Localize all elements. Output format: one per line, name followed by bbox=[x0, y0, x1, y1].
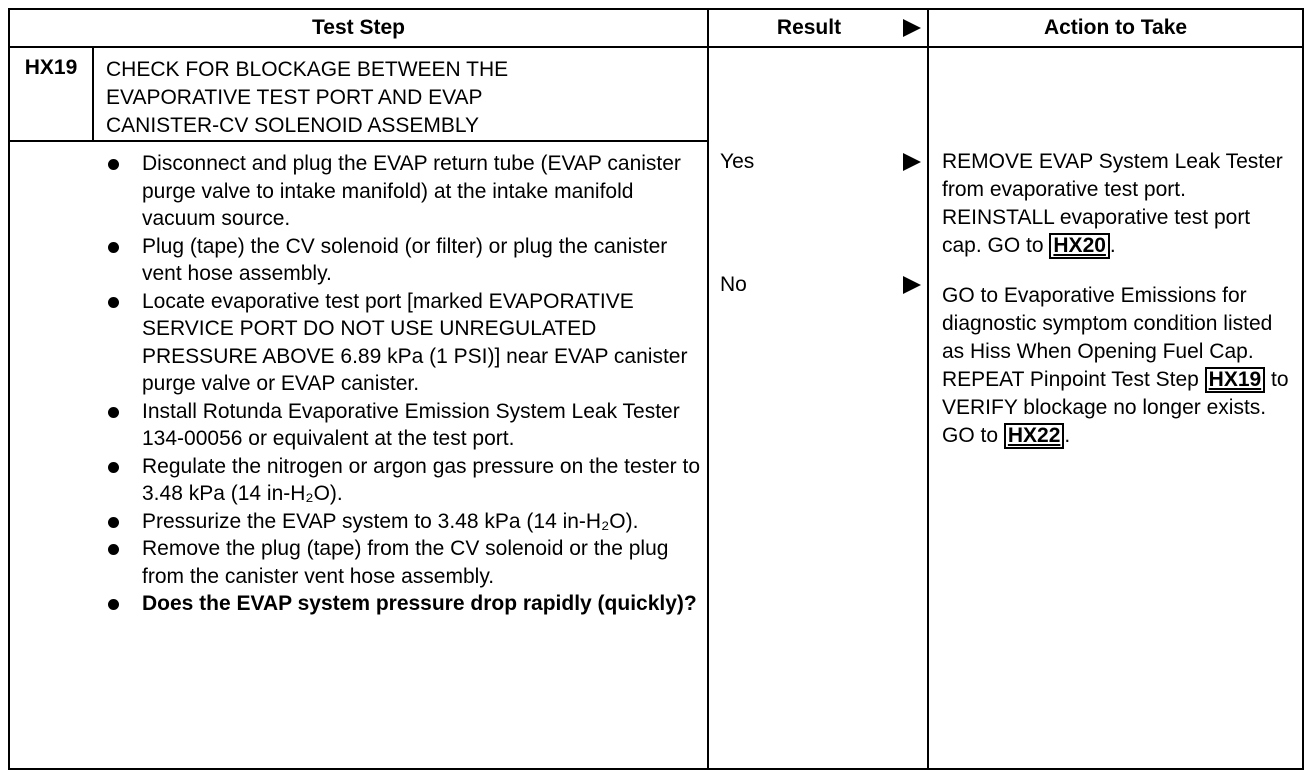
header-divider bbox=[10, 46, 1302, 48]
bullet-icon bbox=[108, 297, 119, 308]
instruction-item: Regulate the nitrogen or argon gas pressure on the tester to 3.48 kPa (14 in-H₂O). bbox=[102, 453, 702, 508]
result-yes: Yes bbox=[720, 150, 755, 173]
bullet-icon bbox=[108, 544, 119, 555]
instruction-item: Install Rotunda Evaporative Emission System Leak Tester 134-00056 or equivalent at the test port. bbox=[102, 398, 702, 453]
step-title-divider bbox=[10, 140, 708, 142]
step-ref-link[interactable]: HX19 bbox=[1205, 367, 1266, 393]
action-yes: REMOVE EVAP System Leak Tester from evaporative test port. REINSTALL evaporative test port cap. GO to HX20 . bbox=[942, 150, 1283, 257]
bullet-icon bbox=[108, 462, 119, 473]
col-divider-result bbox=[707, 10, 709, 768]
bullet-icon bbox=[108, 599, 119, 610]
step-title-line: CHECK FOR BLOCKAGE BETWEEN THE bbox=[106, 58, 509, 81]
step-ref-link[interactable]: HX22 bbox=[1004, 423, 1065, 449]
header-arrow-icon bbox=[903, 19, 921, 37]
header-action: Action to Take bbox=[1043, 16, 1188, 39]
step-id-divider bbox=[92, 46, 94, 142]
yes-arrow-icon bbox=[903, 153, 921, 171]
instruction-list bbox=[102, 150, 702, 618]
instruction-question: Does the EVAP system pressure drop rapidly (quickly)? bbox=[102, 590, 702, 618]
instruction-item: Plug (tape) the CV solenoid (or filter) or plug the canister vent hose assembly. bbox=[102, 233, 702, 288]
instruction-item: Pressurize the EVAP system to 3.48 kPa (14 in-H₂O). bbox=[102, 508, 702, 536]
action-no: GO to Evaporative Emissions for diagnostic symptom condition listed as Hiss When Opening Fuel Cap. REPEAT Pinpoint Test Step HX19 to VERIFY blockage no longer exists. GO to HX22 . bbox=[942, 284, 1289, 447]
bullet-icon bbox=[108, 517, 119, 528]
bullet-icon bbox=[108, 407, 119, 418]
header-test-step: Test Step bbox=[312, 16, 405, 39]
step-id: HX19 bbox=[24, 56, 78, 79]
step-title-line: EVAPORATIVE TEST PORT AND EVAP bbox=[106, 86, 483, 109]
step-ref-link[interactable]: HX20 bbox=[1049, 233, 1110, 259]
instruction-item: Disconnect and plug the EVAP return tube (EVAP canister purge valve to intake manifold) at the intake manifold vacuum source. bbox=[102, 150, 702, 233]
bullet-icon bbox=[108, 159, 119, 170]
col-divider-action bbox=[927, 10, 929, 768]
diagnostic-table bbox=[8, 8, 1304, 770]
instruction-item: Remove the plug (tape) from the CV solenoid or the plug from the canister vent hose assembly. bbox=[102, 535, 702, 590]
header-result: Result bbox=[776, 16, 842, 39]
no-arrow-icon bbox=[903, 276, 921, 294]
step-title-line: CANISTER-CV SOLENOID ASSEMBLY bbox=[106, 114, 480, 137]
step-title bbox=[106, 56, 706, 140]
instruction-item: Locate evaporative test port [marked EVAPORATIVE SERVICE PORT DO NOT USE UNREGULATED PRESSURE ABOVE 6.89 kPa (1 PSI)] near EVAP canister purge valve or EVAP canister. bbox=[102, 288, 702, 398]
bullet-icon bbox=[108, 242, 119, 253]
result-no: No bbox=[720, 273, 747, 296]
